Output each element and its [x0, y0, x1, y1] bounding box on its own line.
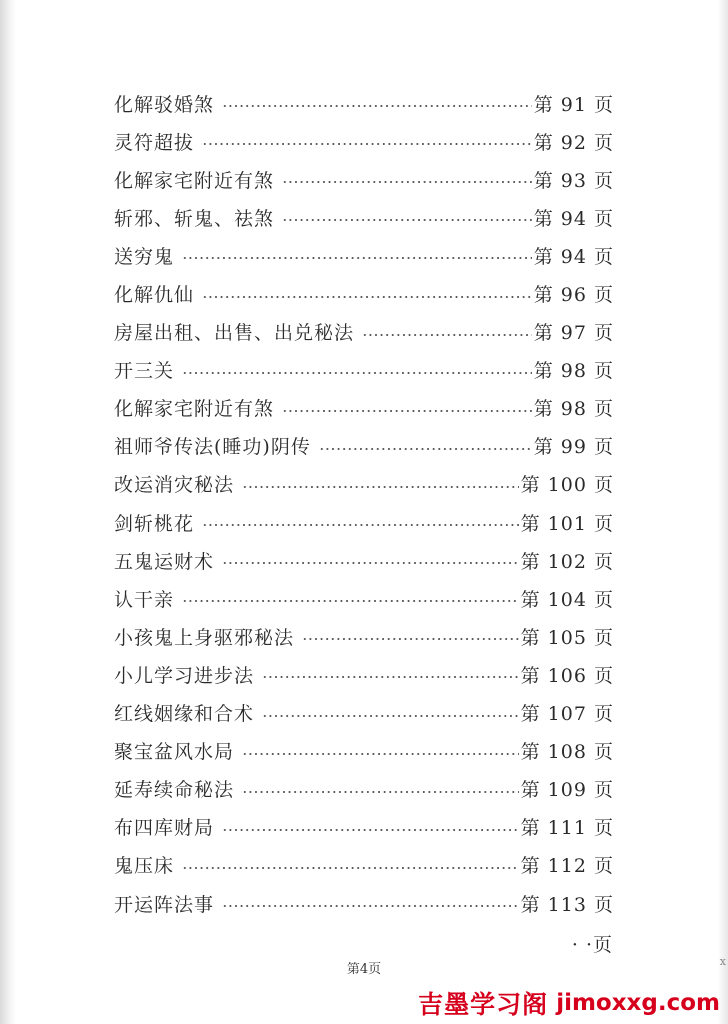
watermark-domain-text: jimoxxg.com: [556, 990, 720, 1016]
toc-entry-page: 第 104 页: [520, 588, 614, 611]
toc-dot-leader: [222, 104, 532, 108]
toc-entry-title: 化解驳婚煞: [114, 93, 215, 116]
toc-entry-title: 五鬼运财术: [114, 550, 215, 573]
toc-entry: [114, 465, 614, 503]
toc-entry-title: 祖师爷传法(睡功)阴传: [114, 436, 311, 459]
toc-dot-leader: [222, 828, 519, 832]
toc-entry-page: 第 108 页: [520, 741, 614, 764]
toc-dot-leader: [182, 866, 519, 870]
toc-dot-leader: [282, 180, 532, 184]
toc-dot-leader: [222, 904, 519, 908]
toc-entry: [114, 274, 614, 312]
toc-entry-page: 第 98 页: [533, 360, 614, 383]
toc-entry-page: 第 98 页: [533, 398, 614, 421]
toc-dot-leader: [319, 447, 532, 451]
toc-entry-page: 第 113 页: [520, 893, 614, 916]
toc-entry-title: 开三关: [114, 360, 175, 383]
toc-entry-page: 第 93 页: [533, 169, 614, 192]
toc-entry-page: 第 91 页: [533, 93, 614, 116]
toc-entry: [114, 351, 614, 389]
toc-entry: [114, 122, 614, 160]
toc-entry: [114, 617, 614, 655]
watermark-chinese-text: 吉墨学习阁: [418, 990, 549, 1019]
toc-entry: [114, 846, 614, 884]
toc-dot-leader: [242, 790, 519, 794]
toc-entry-title: 小孩鬼上身驱邪秘法: [114, 626, 295, 649]
toc-entry-page: 第 105 页: [520, 626, 614, 649]
toc-entry-title: 斩邪、斩鬼、祛煞: [114, 207, 275, 230]
toc-entry: [114, 427, 614, 465]
toc-dot-leader: [242, 485, 519, 489]
toc-dot-leader: [302, 637, 519, 641]
toc-entry-page: 第 101 页: [520, 512, 614, 535]
toc-entry: [114, 541, 614, 579]
toc-dot-leader: [202, 523, 519, 527]
toc-entry-title: 布四库财局: [114, 817, 215, 840]
toc-entry: [114, 389, 614, 427]
toc-entry-title: 剑斩桃花: [114, 512, 195, 535]
toc-dot-leader: [282, 218, 532, 222]
toc-entry-page: 第 107 页: [520, 703, 614, 726]
toc-entry-page: 第 106 页: [520, 664, 614, 687]
toc-entry-page: 第 100 页: [520, 474, 614, 497]
toc-dot-leader: [182, 371, 532, 375]
toc-dot-leader: [202, 142, 532, 146]
toc-entry: [114, 84, 614, 122]
toc-entry: [114, 579, 614, 617]
toc-entry-title: 延寿续命秘法: [114, 779, 235, 802]
toc-entry-title: 化解家宅附近有煞: [114, 169, 275, 192]
toc-entry-page: 第 94 页: [533, 245, 614, 268]
toc-entry-title: 认干亲: [114, 588, 175, 611]
toc-dot-leader: [202, 295, 532, 299]
toc-entry: [114, 884, 614, 922]
toc-entry-title: 鬼压床: [114, 855, 175, 878]
footer-page-number: 第4页: [346, 962, 382, 977]
toc-entry-title: 聚宝盆风水局: [114, 741, 235, 764]
toc-dot-leader: [262, 714, 519, 718]
toc-dot-leader: [362, 333, 532, 337]
edge-mark: x: [719, 955, 726, 968]
toc-entry-page: 第 92 页: [533, 131, 614, 154]
toc-entry-title: 红线姻缘和合术: [114, 703, 255, 726]
toc-dot-leader: [182, 256, 532, 260]
toc-dot-leader: [262, 675, 519, 679]
toc-entry: [114, 236, 614, 274]
toc-entry-page: 第 112 页: [520, 855, 614, 878]
toc-entry: [114, 503, 614, 541]
watermark[interactable]: [418, 986, 720, 1020]
page-edge-shadow-right: [718, 0, 728, 1024]
toc-dot-leader: [222, 561, 519, 565]
toc-entry-page: 第 109 页: [520, 779, 614, 802]
toc-entry: [114, 808, 614, 846]
toc-entry-title: 小儿学习进步法: [114, 664, 255, 687]
toc-dot-leader: [282, 409, 532, 413]
toc-entry-page: 第 96 页: [533, 284, 614, 307]
page-edge-shadow-left: [0, 0, 16, 1024]
toc-entry-title: 化解家宅附近有煞: [114, 398, 275, 421]
toc-entry-page: 第 99 页: [533, 436, 614, 459]
toc-entry: [114, 694, 614, 732]
toc-entry-title: 送穷鬼: [114, 245, 175, 268]
toc-continuation: · ·页: [571, 934, 613, 956]
toc-entry-title: 改运消灾秘法: [114, 474, 235, 497]
toc-entry-page: 第 97 页: [533, 322, 614, 345]
toc-entry: [114, 198, 614, 236]
toc-entry-page: 第 111 页: [520, 817, 614, 840]
toc-entry-title: 开运阵法事: [114, 893, 215, 916]
toc-entry: [114, 732, 614, 770]
toc-entry: [114, 313, 614, 351]
toc-entry-title: 房屋出租、出售、出兑秘法: [114, 322, 355, 345]
toc-entry: [114, 770, 614, 808]
table-of-contents: [114, 84, 614, 922]
toc-entry-title: 化解仇仙: [114, 284, 195, 307]
toc-entry-page: 第 102 页: [520, 550, 614, 573]
toc-entry: [114, 655, 614, 693]
toc-entry-title: 灵符超拔: [114, 131, 195, 154]
toc-dot-leader: [182, 599, 519, 603]
toc-entry-page: 第 94 页: [533, 207, 614, 230]
toc-dot-leader: [242, 752, 519, 756]
toc-entry: [114, 160, 614, 198]
